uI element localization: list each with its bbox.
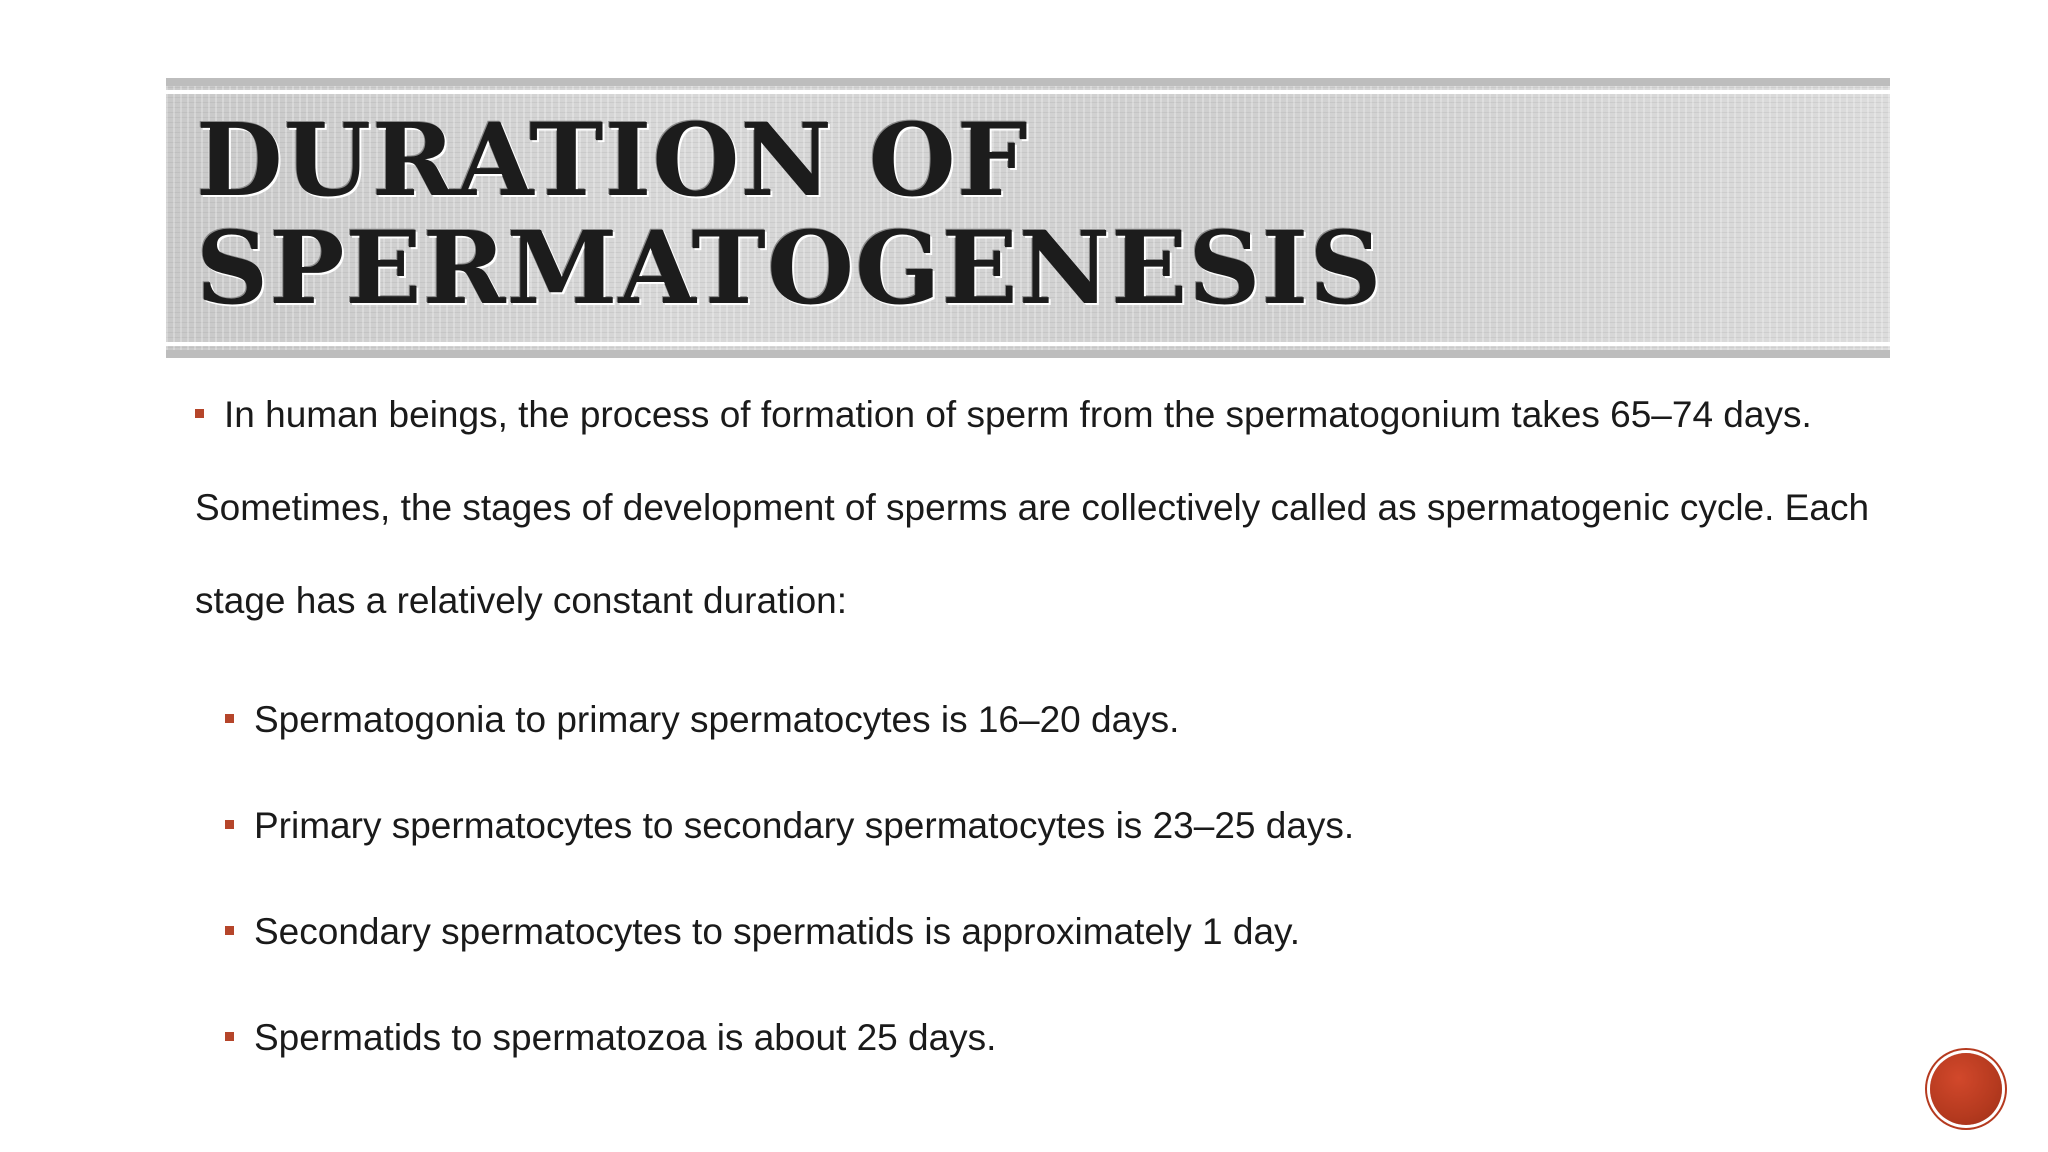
stage-list xyxy=(195,667,1875,1091)
bullet-icon xyxy=(225,926,234,935)
stage-text: Secondary spermatocytes to spermatids is approximately 1 day. xyxy=(254,911,1301,952)
intro-text: In human beings, the process of formation of sperm from the spermatogonium takes 65–74 days. Sometimes, the stages of development of sperms are collectively called as spermatogenic cycle. Each stage has a relatively constant duration: xyxy=(195,394,1870,621)
banner-line-top xyxy=(166,90,1890,94)
stage-text: Spermatogonia to primary spermatocytes is 16–20 days. xyxy=(254,699,1180,740)
banner-stripe-top xyxy=(166,78,1890,86)
bullet-icon xyxy=(195,409,204,418)
title-line-1: DURATION OF xyxy=(196,101,1029,219)
red-circle-icon[interactable] xyxy=(1930,1053,2002,1125)
list-item xyxy=(225,879,1875,985)
banner-stripe-bottom xyxy=(166,350,1890,358)
list-item xyxy=(225,667,1875,773)
bullet-icon xyxy=(225,714,234,723)
list-item xyxy=(225,985,1875,1091)
slide-title xyxy=(196,101,1383,327)
list-item xyxy=(225,773,1875,879)
title-banner xyxy=(166,78,1890,358)
banner-line-bottom xyxy=(166,342,1890,346)
stage-text: Primary spermatocytes to secondary spermatocytes is 23–25 days. xyxy=(254,805,1355,846)
bullet-icon xyxy=(225,820,234,829)
stage-text: Spermatids to spermatozoa is about 25 days. xyxy=(254,1017,997,1058)
slide-body xyxy=(195,368,1875,1091)
bullet-icon xyxy=(225,1032,234,1041)
intro-paragraph xyxy=(195,368,1875,647)
title-line-2: SPERMATOGENESIS xyxy=(196,209,1383,327)
